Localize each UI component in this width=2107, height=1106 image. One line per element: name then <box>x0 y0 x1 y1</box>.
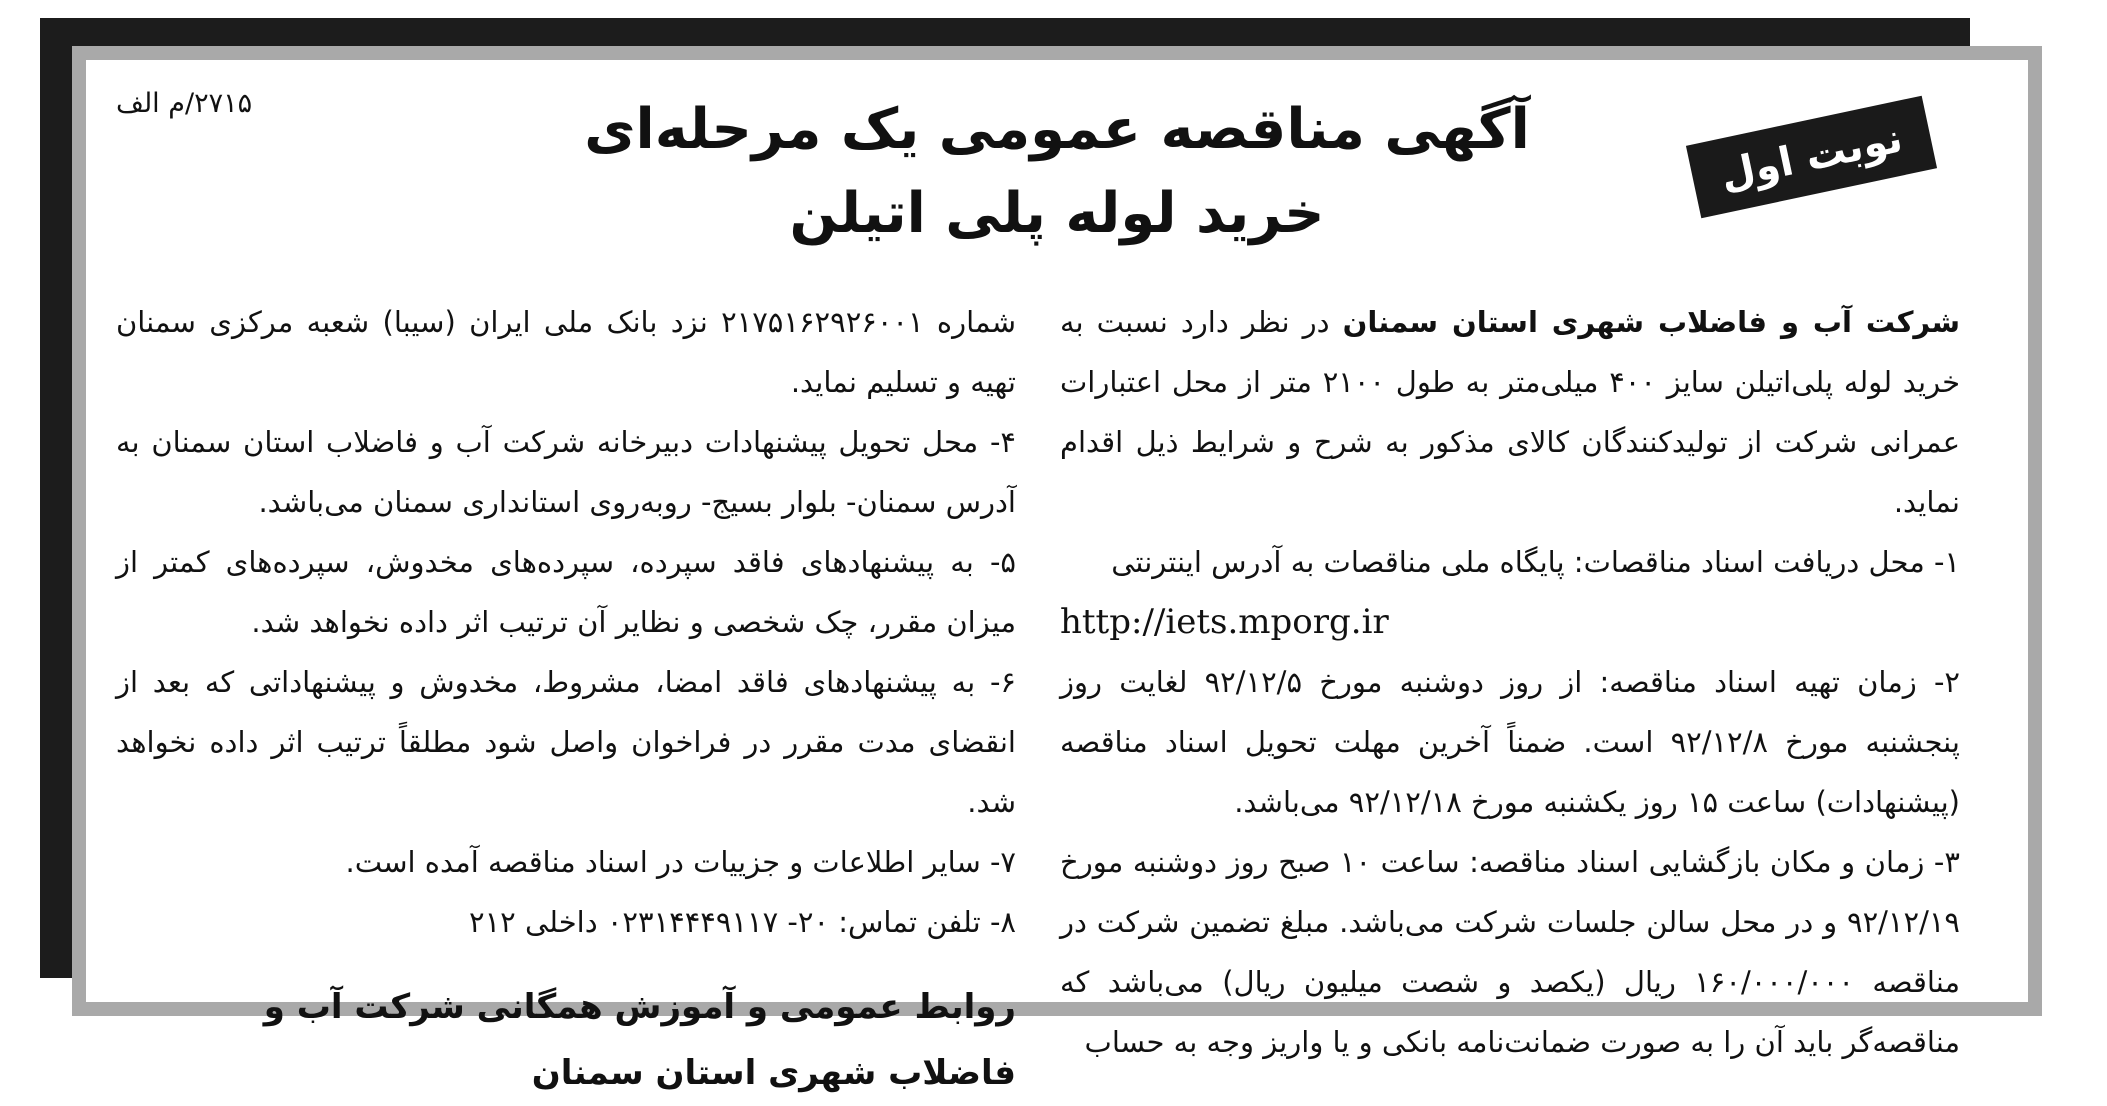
item-8: ۸- تلفن تماس: ۲۰- ۰۲۳۱۴۴۴۹۱۱۷ داخلی ۲۱۲ <box>469 905 1016 939</box>
intro-paragraph <box>1060 292 1960 532</box>
left-column <box>116 292 1016 1106</box>
title-line-1: آگهی مناقصه عمومی یک مرحله‌ای <box>584 97 1530 162</box>
item-6: ۶- به پیشنهادهای فاقد امضا، مشروط، مخدوش و پیشنهاداتی که بعد از انقضای مدت مقرر در فراخوان واصل شود مطلقاً ترتیب اثر داده نخواهد شد. <box>116 665 1016 819</box>
item-1: ۱- محل دریافت اسناد مناقصات: پایگاه ملی مناقصات به آدرس اینترنتی <box>1111 545 1960 579</box>
company-name: شرکت آب و فاضلاب شهری استان سمنان <box>1342 305 1960 339</box>
tender-portal-url: http://iets.mporg.ir <box>1060 602 1389 642</box>
first-publication-badge: نوبت اول <box>1686 96 1937 218</box>
signature-line-1: روابط عمومی و آموزش همگانی شرکت آب و <box>263 987 1016 1027</box>
reference-number: ۲۷۱۵/م الف <box>116 88 253 119</box>
item-3: ۳- زمان و مکان بازگشایی اسناد مناقصه: ساعت ۱۰ صبح روز دوشنبه مورخ ۹۲/۱۲/۱۹ و در محل سالن جلسات شرکت می‌باشد. مبلغ تضمین شرکت در مناقصه ۱۶۰/۰۰۰/۰۰۰ ریال (یکصد و شصت میلیون ریال) می‌باشد که مناقصه‌گر باید آن را به صورت ضمانت‌نامه بانکی و یا واریز وجه به حساب <box>1060 845 1961 1059</box>
item-5: ۵- به پیشنهادهای فاقد سپرده، سپرده‌های مخدوش، سپرده‌های کمتر از میزان مقرر، چک شخصی و نظایر آن ترتیب اثر داده نخواهد شد. <box>116 545 1016 639</box>
tender-notice <box>86 60 2028 1093</box>
intro-text: در نظر دارد نسبت به خرید لوله پلی‌اتیلن سایز ۴۰۰ میلی‌متر به طول ۲۱۰۰ متر از محل اعتبارات عمرانی شرکت از تولیدکنندگان کالای مذکور به شرح و شرایط ذیل اقدام نماید. <box>1060 305 1961 519</box>
item-4: ۴- محل تحویل پیشنهادات دبیرخانه شرکت آب و فاضلاب استان سمنان به آدرس سمنان- بلوار بسیج- روبه‌روی استانداری سمنان می‌باشد. <box>116 425 1016 519</box>
right-column <box>1060 292 1960 1072</box>
signature-line-2: فاضلاب شهری استان سمنان <box>531 1053 1016 1093</box>
item-7: ۷- سایر اطلاعات و جزییات در اسناد مناقصه آمده است. <box>345 845 1016 879</box>
title-line-2: خرید لوله پلی اتیلن <box>789 181 1325 246</box>
item-2: ۲- زمان تهیه اسناد مناقصه: از روز دوشنبه مورخ ۹۲/۱۲/۵ لغایت روز پنجشنبه مورخ ۹۲/۱۲/۸ است. ضمناً آخرین مهلت تحویل اسناد مناقصه (پیشنهادات) ساعت ۱۵ روز یکشنبه مورخ ۹۲/۱۲/۱۸ می‌باشد. <box>1060 665 1960 819</box>
notice-title <box>86 88 2028 256</box>
item-3-continued: شماره ۲۱۷۵۱۶۲۹۲۶۰۰۱ نزد بانک ملی ایران (سیبا) شعبه مرکزی سمنان تهیه و تسلیم نماید. <box>116 305 1016 399</box>
signature <box>116 974 1016 1106</box>
